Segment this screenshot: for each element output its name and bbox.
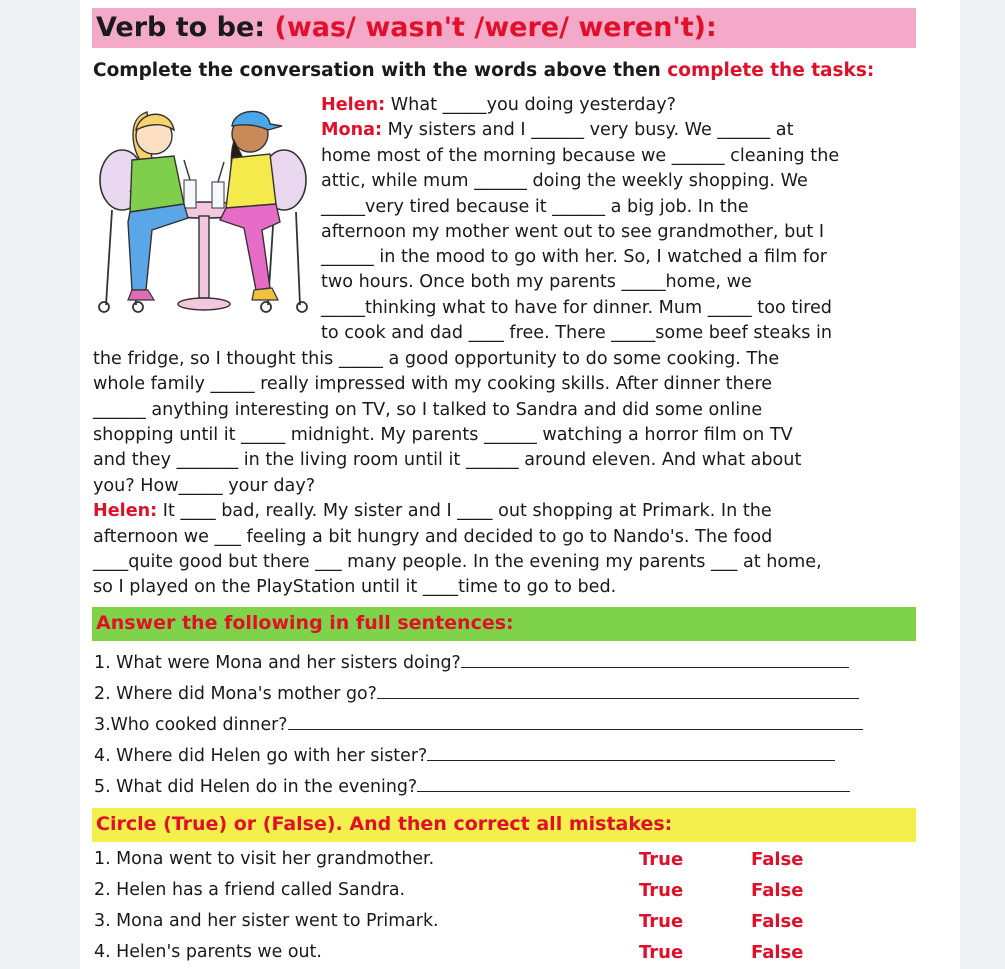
question-text: 4. Where did Helen go with her sister? <box>94 746 428 766</box>
title-verb-forms: (was/ wasn't /were/ weren't): <box>265 12 717 43</box>
conversation-line <box>93 499 772 523</box>
girls-cafe-illustration <box>92 100 314 330</box>
title-prefix: Verb to be: <box>96 12 266 43</box>
page-title <box>96 12 717 43</box>
question-item <box>94 682 859 704</box>
conversation-line: home most of the morning because we ______ cleaning the <box>321 146 840 166</box>
true-option[interactable]: True <box>639 942 684 963</box>
line-text: My sisters and I ______ very busy. We ______ at <box>382 120 794 140</box>
conversation-line: to cook and dad ____ free. There _____some beef steaks in <box>321 323 833 343</box>
line-text: What _____you doing yesterday? <box>385 95 676 115</box>
false-option[interactable]: False <box>751 880 804 901</box>
instruction <box>93 60 874 81</box>
answer-line[interactable] <box>461 651 849 668</box>
speaker-label: Mona: <box>321 120 383 140</box>
false-option[interactable]: False <box>751 911 804 932</box>
worksheet <box>80 0 960 969</box>
speaker-label: Helen: <box>321 95 386 115</box>
question-text: 2. Where did Mona's mother go? <box>94 684 377 704</box>
question-text: 1. What were Mona and her sisters doing? <box>94 653 461 673</box>
question-item <box>94 713 863 735</box>
tf-statement: 4. Helen's parents we out. <box>94 942 322 962</box>
question-item <box>94 744 835 766</box>
instruction-text: Complete the conversation with the words above then <box>93 60 668 81</box>
conversation-line: and they _______ in the living room until it ______ around eleven. And what about <box>93 450 802 470</box>
tf-statement: 3. Mona and her sister went to Primark. <box>94 911 439 931</box>
tf-statement: 1. Mona went to visit her grandmother. <box>94 849 435 869</box>
question-text: 3.Who cooked dinner? <box>94 715 288 735</box>
question-item <box>94 775 850 797</box>
true-false-section-band <box>92 808 916 842</box>
conversation-line: _____very tired because it ______ a big job. In the <box>321 197 749 217</box>
conversation-line: ______ in the mood to go with her. So, I watched a film for <box>321 247 828 267</box>
true-false-heading: Circle (True) or (False). And then correct all mistakes: <box>96 813 673 835</box>
false-option[interactable]: False <box>751 849 804 870</box>
true-option[interactable]: True <box>639 849 684 870</box>
instruction-highlight: complete the tasks: <box>667 60 875 81</box>
answer-line[interactable] <box>377 682 859 699</box>
answer-line[interactable] <box>417 775 850 792</box>
conversation-line: so I played on the PlayStation until it ____time to go to bed. <box>93 577 617 597</box>
conversation-line: whole family _____ really impressed with my cooking skills. After dinner there <box>93 374 773 394</box>
line-text: It ____ bad, really. My sister and I ____ out shopping at Primark. In the <box>157 501 772 521</box>
true-option[interactable]: True <box>639 880 684 901</box>
conversation-line: attic, while mum ______ doing the weekly shopping. We <box>321 171 808 191</box>
answer-section-heading: Answer the following in full sentences: <box>96 612 514 634</box>
conversation-line: afternoon my mother went out to see grandmother, but I <box>321 222 825 242</box>
conversation-line: shopping until it _____ midnight. My parents ______ watching a horror film on TV <box>93 425 793 445</box>
conversation-line: ____quite good but there ___ many people. In the evening my parents ___ at home, <box>93 552 822 572</box>
conversation-line: afternoon we ___ feeling a bit hungry and decided to go to Nando's. The food <box>93 527 773 547</box>
conversation-line <box>321 118 793 142</box>
conversation-line <box>321 93 676 117</box>
conversation-line: two hours. Once both my parents _____home, we <box>321 272 752 292</box>
speaker-label: Helen: <box>93 501 158 521</box>
true-option[interactable]: True <box>639 911 684 932</box>
answer-line[interactable] <box>288 713 863 730</box>
false-option[interactable]: False <box>751 942 804 963</box>
question-text: 5. What did Helen do in the evening? <box>94 777 418 797</box>
conversation-line: the fridge, so I thought this _____ a good opportunity to do some cooking. The <box>93 349 780 369</box>
conversation-line: ______ anything interesting on TV, so I talked to Sandra and did some online <box>93 400 763 420</box>
answer-section-band <box>92 607 916 641</box>
question-item <box>94 651 849 673</box>
conversation-line: you? How_____ your day? <box>93 476 316 496</box>
answer-line[interactable] <box>427 744 835 761</box>
conversation-line: _____thinking what to have for dinner. Mum _____ too tired <box>321 298 832 318</box>
tf-statement: 2. Helen has a friend called Sandra. <box>94 880 406 900</box>
